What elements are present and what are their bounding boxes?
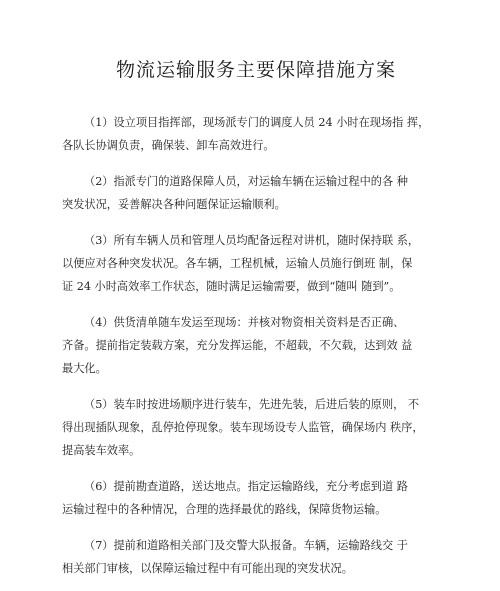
paragraph-4: [62, 311, 450, 380]
paragraph-line: （6）提前勘查道路，送达地点。指定运输路线，充分考虑到道 路: [84, 480, 408, 493]
paragraph-line: 齐备。提前指定装载方案，充分发挥运能，不超载，不欠载，达到效 益: [62, 339, 413, 352]
paragraph-line: （5）装车时按进场顺序进行装车，先进先装，后进后装的原则， 不: [84, 398, 420, 411]
paragraph-1: [62, 111, 450, 157]
paragraph-6: [62, 475, 450, 521]
paragraph-line: 相关部门审核，以保障运输过程中有可能出现的突发状况。: [62, 562, 353, 575]
paragraph-line: 各队长协调负责，确保装、卸车高效进行。: [62, 139, 275, 152]
paragraph-line: 突发状况，妥善解决各种问题保证运输顺利。: [62, 198, 286, 211]
paragraph-5: [62, 393, 450, 462]
paragraph-line: （4）供货清单随车发运至现场：并核对物资相关资料是否正确、: [84, 316, 405, 329]
paragraph-line: （1）设立项目指挥部，现场派专门的调度人员 24 小时在现场指 挥，: [84, 116, 430, 129]
paragraph-line: 提高装车效率。: [62, 444, 141, 457]
document-title: 物流运输服务主要保障措施方案: [115, 59, 396, 81]
paragraph-line: 运输过程中的各种情况，合理的选择最优的路线，保障货物运输。: [62, 503, 387, 516]
paragraph-line: （3）所有车辆人员和管理人员均配备远程对讲机，随时保持联 系，: [84, 234, 420, 247]
paragraph-line: 最大化。: [62, 362, 107, 375]
paragraph-line: （2）指派专门的道路保障人员，对运输车辆在运输过程中的各 种: [84, 175, 408, 188]
paragraph-3: [62, 229, 450, 298]
paragraph-2: [62, 170, 450, 216]
paragraph-line: （7）提前和道路相关部门及交警大队报备。车辆，运输路线交 于: [84, 539, 408, 552]
paragraph-line: 以便应对各种突发状况。各车辆，工程机械，运输人员施行倒班 制，保: [62, 257, 413, 270]
paragraph-7: [62, 534, 450, 580]
document-body: [62, 111, 450, 580]
paragraph-line: 得出现插队现象，乱停抢停现象。装车现场设专人监管，确保场内 秩序，: [62, 421, 424, 434]
paragraph-line: 证 24 小时高效率工作状态，随时满足运输需要，做到“随叫 随到”。: [62, 280, 401, 293]
